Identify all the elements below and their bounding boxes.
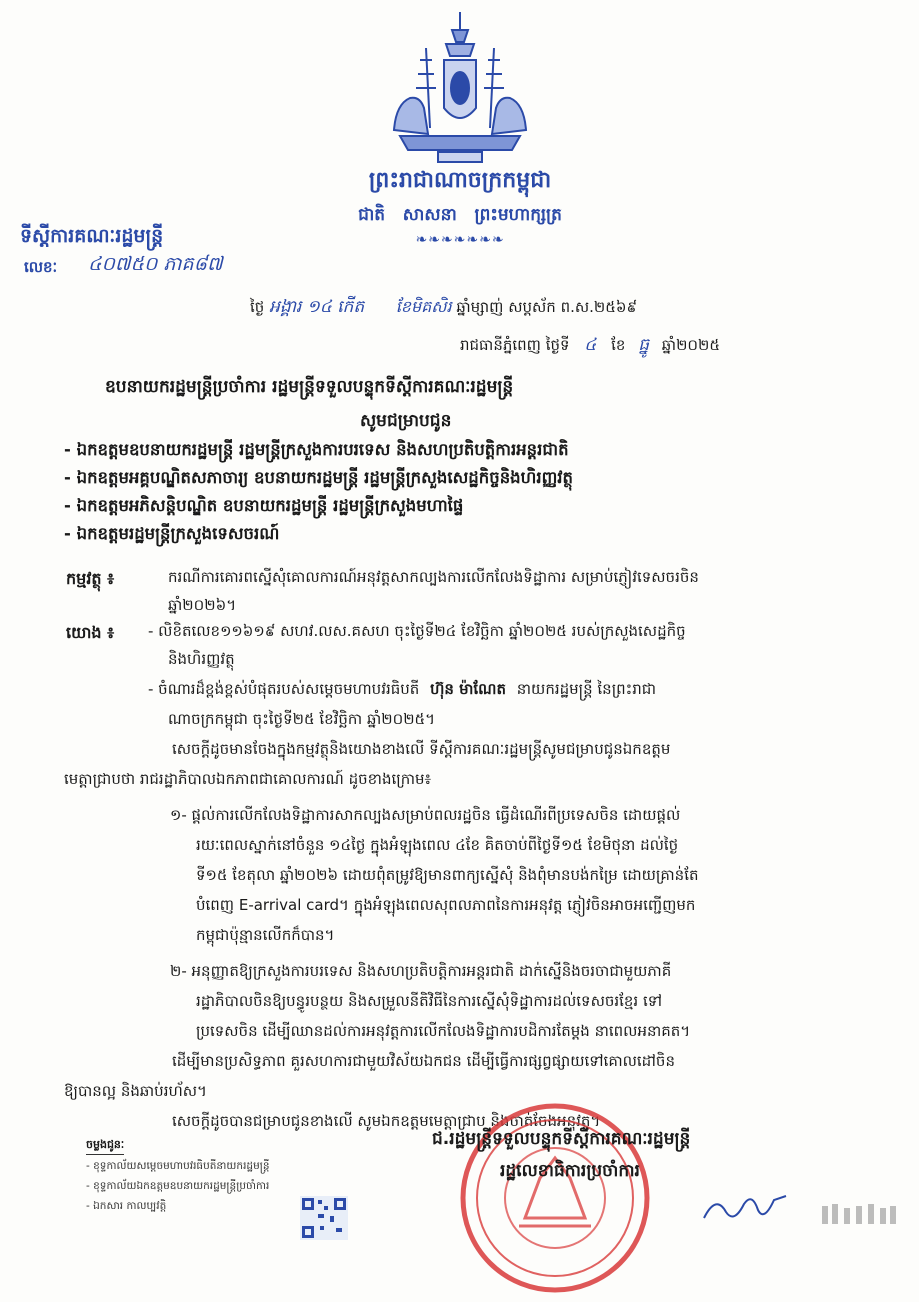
lunar-year: ឆ្នាំម្សាញ់ សប្តស័ក ព.ស.២៥៦៩ — [456, 298, 638, 316]
recipient-4: - ឯកឧត្តមរដ្ឋមន្ត្រីក្រសួងទេសចរណ៍ — [64, 524, 280, 543]
recipient-3: - ឯកឧត្តមអភិសន្តិបណ្ឌិត ឧបនាយករដ្ឋមន្ត្រី រដ្ឋមន្ត្រីក្រសួងមហាផ្ទៃ — [64, 496, 464, 515]
respectfully-to: សូមជម្រាបជូន — [360, 411, 452, 431]
closing-line: សេចក្ដីដូចបានជម្រាបជូនខាងលើ សូមឯកឧត្តមមេត្តាជ្រាប និងចាត់ចែងអនុវត្ត។ — [172, 1112, 601, 1130]
reference-item-2-pre: - ចំណារដ៏ខ្ពង់ខ្ពស់បំផុតរបស់សម្ដេចមហាបវរធិបតី — [148, 680, 420, 698]
reference-item-2-line-2: ណាចក្រកម្ពុជា ចុះថ្ងៃទី២៥ ខែវិច្ឆិកា ឆ្នាំ២០២៥។ — [168, 710, 436, 728]
subject-line-2: ឆ្នាំ២០២៦។ — [168, 596, 237, 614]
reference-item-2-line-1 — [148, 680, 656, 702]
sender-title: ឧបនាយករដ្ឋមន្ត្រីប្រចាំការ រដ្ឋមន្ត្រីទទួលបន្ទុកទីស្ដីការគណៈរដ្ឋមន្ត្រី — [105, 377, 514, 397]
copy-recipient-1: - ខុទ្ទកាល័យសម្ដេចមហាបវរធិបតីនាយករដ្ឋមន្ត្រី — [86, 1160, 270, 1172]
signature-title-line-2: រដ្ឋលេខាធិការប្រចាំការ — [500, 1161, 640, 1181]
header-ornament: ❧❧❧❧❧❧❧ — [415, 232, 505, 248]
solar-date-prefix: រាជធានីភ្នំពេញ ថ្ងៃទី — [460, 336, 570, 354]
copies-title: ចម្លងជូនៈ — [86, 1138, 124, 1155]
handwritten-signature — [700, 1188, 790, 1228]
subject-line-1: ករណីការគោរពស្នើសុំគោលការណ៍អនុវត្តសាកល្បងការលើកលែងទិដ្ឋាការ សម្រាប់ភ្ញៀវទេសចរចិន — [168, 568, 699, 586]
body-intro-line-2: មេត្តាជ្រាបថា រាជរដ្ឋាភិបាលឯកភាពជាគោលការណ៍ ដូចខាងក្រោម៖ — [64, 770, 432, 788]
lunar-date-prefix: ថ្ងៃ — [250, 298, 265, 316]
subject-label: កម្មវត្ថុ ៖ — [66, 569, 115, 588]
recipient-2: - ឯកឧត្តមអគ្គបណ្ឌិតសភាចារ្យ ឧបនាយករដ្ឋមន្ត្រី រដ្ឋមន្ត្រីក្រសួងសេដ្ឋកិច្ចនិងហិរញ្ញវត្ថុ — [64, 468, 574, 487]
signature-title-line-1: ជ.រដ្ឋមន្ត្រីទទួលបន្ទុកទីស្ដីការគណៈរដ្ឋមន្ត្រី — [432, 1129, 691, 1149]
lunar-month-handwritten: ខែមិគសិរ — [395, 297, 452, 316]
solar-year: ឆ្នាំ២០២៥ — [661, 336, 721, 354]
royal-coat-of-arms — [380, 8, 540, 168]
solar-date-line — [460, 334, 720, 359]
point-2-line-2: រដ្ឋាភិបាលចិនឱ្យបន្ធូរបន្ថយ និងសម្រួលនីតិវិធីនៃការស្នើសុំទិដ្ឋាការដល់ទេសចរខ្មែរ ទៅ — [196, 992, 662, 1010]
copy-recipient-2: - ខុទ្ទកាល័យឯកឧត្តមឧបនាយករដ្ឋមន្ត្រីប្រចាំការ — [86, 1180, 270, 1192]
copy-recipient-3: - ឯកសារ កាលប្បវត្តិ — [86, 1200, 167, 1212]
point-1-line-4: បំពេញ E-arrival card។ ក្នុងអំឡុងពេលសុពលភាពនៃការអនុវត្ត ភ្ញៀវចិនអាចអញ្ជើញមក — [196, 896, 696, 914]
watermark-logo — [820, 1200, 900, 1228]
reference-number-label: លេខៈ — [24, 258, 58, 276]
point-1-line-3: ទី១៥ ខែតុលា ឆ្នាំ២០២៦ ដោយពុំតម្រូវឱ្យមានពាក្យស្នើសុំ និងពុំមានបង់កម្រៃ ដោយគ្រាន់តែ — [196, 866, 699, 884]
point-2-line-1: ២- អនុញ្ញាតឱ្យក្រសួងការបរទេស និងសហប្រតិបត្តិការអន្តរជាតិ ដាក់ស្នើនិងចរចាជាមួយភាគី — [170, 962, 672, 980]
reference-item-1-line-2: និងហិរញ្ញវត្ថុ — [168, 650, 235, 668]
solar-month-handwritten: ធ្នូ — [638, 335, 649, 355]
kingdom-title: ព្រះរាជាណាចក្រកម្ពុជា — [368, 168, 552, 193]
reference-item-1-line-1: - លិខិតលេខ១១៦១៩ សហវ.លស.គសហ ចុះថ្ងៃទី២៤ ខែវិច្ឆិកា ឆ្នាំ២០២៥ របស់ក្រសួងសេដ្ឋកិច្ច — [148, 622, 686, 640]
reference-label: យោង ៖ — [66, 623, 115, 642]
effectiveness-line-1: ដើម្បីមានប្រសិទ្ធភាព គួរសហការជាមួយវិស័យឯកជន ដើម្បីធ្វើការផ្សព្វផ្សាយទៅគោលដៅចិន — [172, 1052, 675, 1070]
point-1-line-1: ១- ផ្ដល់ការលើកលែងទិដ្ឋាការសាកល្បងសម្រាប់ពលរដ្ឋចិន ធ្វើដំណើរពីប្រទេសចិន ដោយផ្ដល់ — [170, 806, 681, 824]
verification-qr-code — [300, 1196, 348, 1240]
reference-item-2-post: នាយករដ្ឋមន្ត្រី នៃព្រះរាជា — [516, 680, 657, 698]
national-motto: ជាតិ សាសនា ព្រះមហាក្សត្រ — [358, 205, 562, 225]
office-name: ទីស្ដីការគណៈរដ្ឋមន្ត្រី — [20, 225, 164, 247]
point-1-line-2: រយៈពេលស្នាក់នៅចំនួន ១៤ថ្ងៃ ក្នុងអំឡុងពេល ៤ខែ គិតចាប់ពីថ្ងៃទី១៥ ខែមិថុនា ដល់ថ្ងៃ — [196, 836, 679, 854]
prime-minister-name: ហ៊ុន ម៉ាណែត — [430, 680, 506, 698]
point-1-line-5: កម្ពុជាប៉ុន្មានលើកក៏បាន។ — [196, 926, 335, 944]
reference-number-handwritten: ៤០៧៥០ ភាគ៨៧ — [88, 253, 223, 275]
solar-day-handwritten: ៤ — [584, 335, 597, 355]
solar-month-label: ខែ — [611, 336, 626, 354]
lunar-date-handwritten: អង្គារ ១៤ កើត — [269, 297, 365, 317]
body-intro-line-1: សេចក្ដីដូចមានចែងក្នុងកម្មវត្ថុនិងយោងខាងលើ ទីស្ដីការគណៈរដ្ឋមន្ត្រីសូមជម្រាបជូនឯកឧត្តម — [172, 740, 671, 758]
lunar-date-line — [250, 296, 637, 321]
effectiveness-line-2: ឱ្យបានល្អ និងឆាប់រហ័ស។ — [64, 1082, 207, 1100]
point-2-line-3: ប្រទេសចិន ដើម្បីឈានដល់ការអនុវត្តការលើកលែងទិដ្ឋាការបដិការតែម្ដង នាពេលអនាគត។ — [196, 1022, 691, 1040]
recipient-1: - ឯកឧត្តមឧបនាយករដ្ឋមន្ត្រី រដ្ឋមន្ត្រីក្រសួងការបរទេស និងសហប្រតិបត្តិការអន្តរជាតិ — [64, 440, 569, 459]
